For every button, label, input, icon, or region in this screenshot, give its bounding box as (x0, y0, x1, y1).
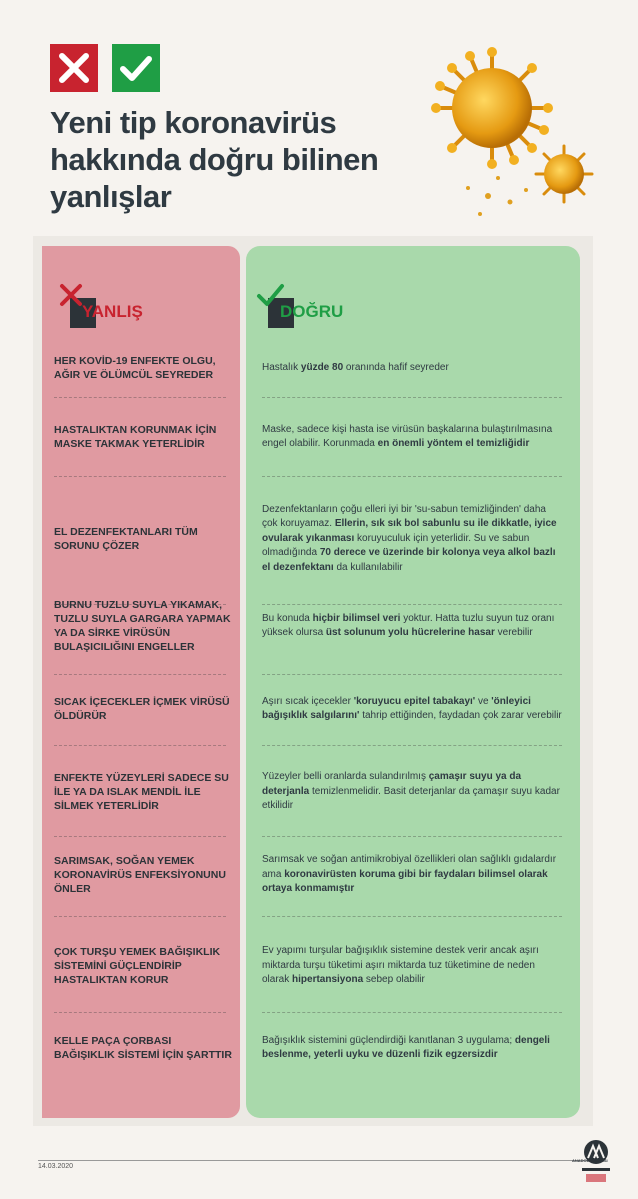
myth-row-4 (42, 588, 580, 664)
right-header (256, 282, 366, 328)
fact-text: Maske, sadece kişi hasta ise virüsün başkalarına bulaştırılmasına engel olabilir. Korunmada en önemli yöntem el temizliğidir (262, 423, 553, 449)
myth-row-6 (42, 752, 580, 832)
myth-row-8 (42, 928, 580, 1004)
myth-text: HER KOVİD-19 ENFEKTE OLGU, AĞIR VE ÖLÜMCÜL SEYREDER (54, 355, 216, 381)
wrong-header-label: YANLIŞ (82, 302, 143, 321)
fact-text: Aşırı sıcak içecekler 'koruyucu epitel tabakayı' ve 'önleyici bağışıklık salgılarını' tahrip ettiğinden, faydadan çok zarar verebilir (262, 695, 562, 721)
footer-date: 14.03.2020 (38, 1163, 74, 1170)
fact-text: Dezenfektanların çoğu elleri iyi bir 'su-sabun temizliğinden' daha çok koruyamaz. Ellerin, sık sık bol sabunlu su ile dikkatle, iyice ovularak yıkanması koruyuculuk için yeterlidir. Su ve sabun olmadığında 70 derece ve üzerinde bir kolonya veya alkol bazlı el dezenfektanı da kullanılabilir (262, 503, 557, 573)
fact-text: Yüzeyler belli oranlarda sulandırılmış çamaşır suyu ya da deterjanla temizlenmelidir. Basit deterjanlar da çamaşır suyu kadar etkilidir (262, 771, 560, 812)
myth-row-5 (42, 680, 580, 738)
myth-text: BURNU TUZLU SUYLA YIKAMAK, TUZLU SUYLA GARGARA YAPMAK YA DA SİRKE VİRÜSÜN BULAŞICILIĞINI ENGELLER (54, 599, 231, 653)
title-line-3: yanlışlar (50, 179, 172, 214)
virus-illustration-icon (420, 40, 620, 230)
myth-text: ÇOK TURŞU YEMEK BAĞIŞIKLIK SİSTEMİNİ GÜÇLENDİRİP HASTALIKTAN KORUR (54, 946, 221, 986)
wrong-header (58, 282, 168, 328)
fact-text: Bağışıklık sistemini güçlendirdiği kanıtlanan 3 uygulama; dengeli beslenme, yeterli uyku ve düzenli fizik egzersizdir (262, 1034, 550, 1060)
title-line-1: Yeni tip koronavirüs (50, 105, 337, 140)
myth-text: ENFEKTE YÜZEYLERİ SADECE SU İLE YA DA ISLAK MENDİL İLE SİLMEK YETERLİDİR (54, 772, 229, 812)
myth-text: EL DEZENFEKTANLARI TÜM SORUNU ÇÖZER (54, 526, 198, 552)
myth-row-9 (42, 1020, 580, 1076)
fact-text: Hastalık yüzde 80 oranında hafif seyreder (262, 361, 449, 373)
myth-text: SARIMSAK, SOĞAN YEMEK KORONAVİRÜS ENFEKSİYONUNU ÖNLER (54, 855, 226, 895)
anadolu-agency-logo-icon (578, 1138, 614, 1188)
right-check-icon (112, 44, 160, 92)
wrong-x-icon (50, 44, 98, 92)
fact-text: Bu konuda hiçbir bilimsel veri yoktur. Hatta tuzlu suyun tuz oranı yüksek olursa üst solunum yolu hücrelerine hasar verebilir (262, 612, 555, 638)
title-line-2: hakkında doğru bilinen (50, 142, 379, 177)
myth-row-7 (42, 846, 580, 904)
fact-text: Ev yapımı turşular bağışıklık sistemine destek verir ancak aşırı miktarda turşu tüketimi aşırı miktarda tuz tüketimine de neden olarak hipertansiyona sebep olabilir (262, 945, 539, 986)
right-header-label: DOĞRU (280, 302, 344, 321)
myth-text: HASTALIKTAN KORUNMAK İÇİN MASKE TAKMAK YETERLİDİR (54, 424, 217, 450)
page-title (50, 104, 430, 215)
fact-text: Sarımsak ve soğan antimikrobiyal özellikleri olan sağlıklı gıdalardır ama koronavirüsten koruma gibi bir faydaları bilimsel olarak ortaya konmamıştır (262, 854, 557, 895)
logo-text: ANADOLU AJANSI (572, 1158, 608, 1163)
myth-text: KELLE PAÇA ÇORBASI BAĞIŞIKLIK SİSTEMİ İÇİN ŞARTTIR (54, 1035, 232, 1061)
footer-divider (38, 1160, 598, 1161)
myth-row-3 (42, 484, 580, 594)
myth-text: SICAK İÇECEKLER İÇMEK VİRÜSÜ ÖLDÜRÜR (54, 696, 230, 722)
myth-row-2 (42, 402, 580, 472)
myth-row-1 (42, 344, 580, 392)
